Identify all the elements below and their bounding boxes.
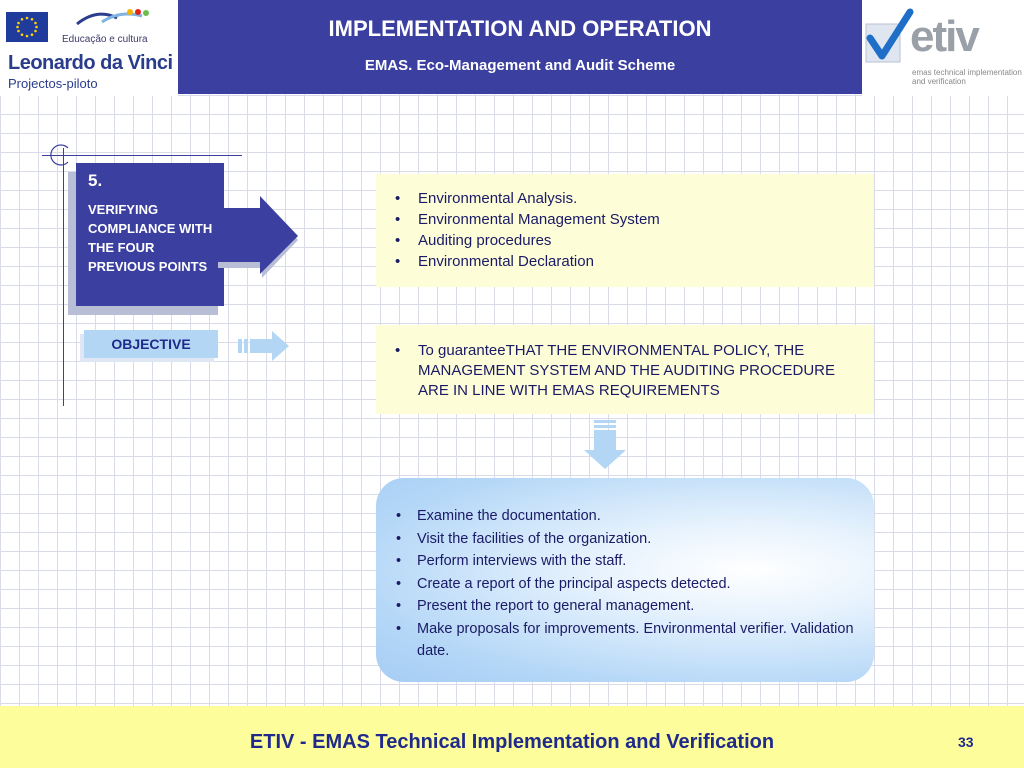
footer	[0, 706, 1024, 768]
objective-box	[376, 325, 874, 414]
list-item: • Visit the facilities of the organization.	[376, 528, 856, 551]
title-bar	[178, 0, 862, 94]
objective-arrow-icon	[238, 330, 290, 362]
page-subtitle: EMAS. Eco-Management and Audit Scheme	[364, 57, 676, 74]
objective-label: OBJECTIVE	[84, 330, 218, 358]
down-arrow-icon	[584, 420, 626, 470]
checkmark-icon	[864, 8, 914, 66]
topics-box	[376, 174, 874, 287]
program-text: Educação e cultura	[62, 34, 148, 45]
vertical-guide-line	[63, 148, 64, 406]
horizontal-guide-line	[42, 155, 242, 156]
list-item: • Make proposals for improvements. Environmental verifier. Validation date.	[376, 618, 856, 663]
list-item: • Create a report of the principal aspects detected.	[376, 573, 856, 596]
footer-title: ETIV - EMAS Technical Implementation and Verification	[249, 731, 775, 753]
step-number: 5.	[88, 171, 103, 190]
education-culture-logo-icon	[72, 6, 152, 28]
list-item: • Present the report to general management.	[376, 595, 856, 618]
list-item: • Examine the documentation.	[376, 505, 856, 528]
actions-list	[376, 505, 856, 663]
eu-flag-icon	[6, 12, 48, 42]
actions-box	[376, 478, 874, 682]
etiv-logo-word: etiv	[910, 12, 978, 61]
list-item: • Environmental Declaration	[378, 251, 868, 272]
right-arrow-icon	[218, 196, 300, 278]
leonardo-da-vinci-name: Leonardo da Vinci	[8, 52, 173, 74]
list-item: • Perform interviews with the staff.	[376, 550, 856, 573]
page-number: 33	[958, 734, 974, 750]
topics-list	[378, 188, 868, 272]
list-item: • Environmental Analysis.	[378, 188, 868, 209]
page-title: IMPLEMENTATION AND OPERATION	[328, 16, 712, 41]
leonardo-subtitle: Projectos-piloto	[8, 76, 98, 91]
list-item: • Environmental Management System	[378, 209, 868, 230]
etiv-tagline: emas technical implementation and verification	[912, 68, 1022, 86]
step-description: VERIFYING COMPLIANCE WITH THE FOUR PREVIOUS POINTS	[88, 202, 213, 274]
objective-list	[378, 341, 858, 401]
step-box	[76, 163, 224, 306]
list-item: • Auditing procedures	[378, 230, 868, 251]
reticle-icon	[50, 144, 72, 166]
objective-text: • To guaranteeTHAT THE ENVIRONMENTAL POLICY, THE MANAGEMENT SYSTEM AND THE AUDITING PROCEDURE ARE IN LINE WITH EMAS REQUIREMENTS	[378, 341, 858, 401]
